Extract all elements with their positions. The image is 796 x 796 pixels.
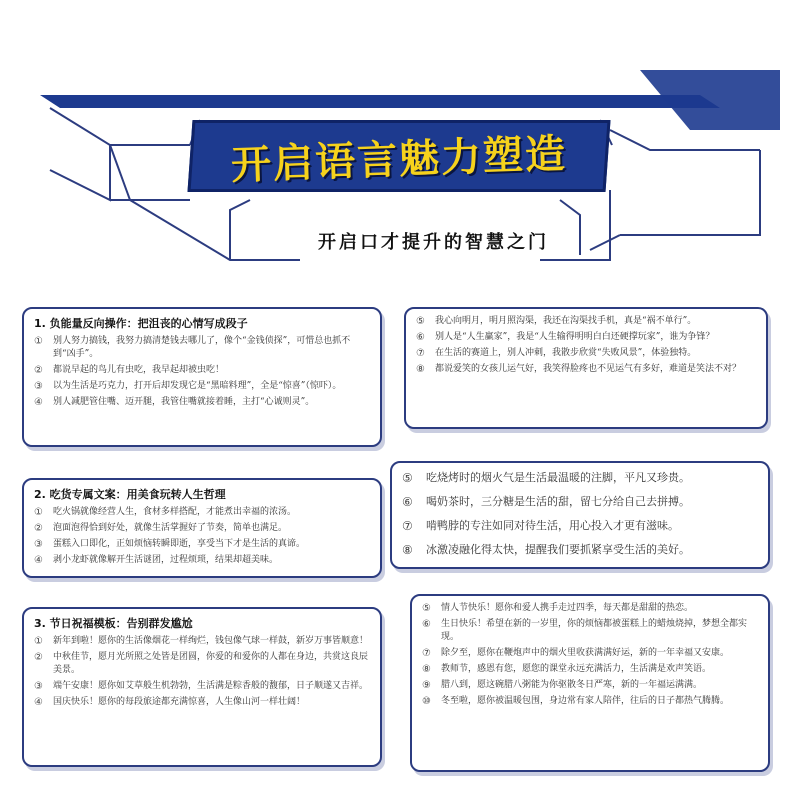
title-banner	[187, 120, 610, 192]
item-number: ⑥	[416, 332, 425, 343]
list-item	[34, 651, 370, 677]
item-number: ⑤	[422, 603, 431, 614]
item-text: 在生活的赛道上，别人冲刺，我散步欣赏“失败风景”，体验独特。	[435, 348, 697, 358]
item-text: 冰激凌融化得太快，提醒我们要抓紧享受生活的美好。	[426, 543, 690, 556]
item-number: ⑦	[422, 648, 431, 659]
item-text: 都说早起的鸟儿有虫吃，我早起却被虫吃！	[53, 365, 225, 375]
item-number: ⑦	[402, 519, 413, 533]
list-item	[34, 380, 370, 393]
item-text: 别人努力搞钱，我努力搞清楚钱去哪儿了，像个“金钱侦探”，可惜总也抓不到“凶手”。	[53, 336, 351, 359]
item-text: 喝奶茶时，三分糖是生活的甜，留七分给自己去拼搏。	[426, 495, 690, 508]
list-item	[422, 663, 758, 676]
card-holiday-part2	[410, 594, 770, 772]
list-item	[416, 331, 756, 344]
item-number: ⑩	[422, 696, 431, 707]
card-holiday-part1	[22, 607, 382, 767]
item-text: 情人节快乐！愿你和爱人携手走过四季，每天都是甜甜的热恋。	[441, 603, 694, 613]
banner	[0, 0, 796, 300]
item-text: 吃烧烤时的烟火气是生活最温暖的注脚，平凡又珍贵。	[426, 471, 690, 484]
item-text: 除夕至，愿你在鞭炮声中的烟火里收获满满好运，新的一年幸福又安康。	[441, 648, 730, 658]
page-title: 开启语言魅力塑造	[230, 130, 568, 189]
list-item	[422, 618, 758, 644]
card-foodie-part1	[22, 478, 382, 578]
list-item	[34, 506, 370, 519]
item-number: ①	[34, 336, 43, 347]
item-number: ②	[34, 652, 43, 663]
list-item	[422, 679, 758, 692]
list-item	[34, 696, 370, 709]
item-text: 我心向明月，明月照沟渠，我还在沟渠找手机，真是“祸不单行”。	[435, 316, 697, 326]
list-item	[422, 695, 758, 708]
list-item	[416, 315, 756, 328]
list-item	[34, 396, 370, 409]
item-number: ⑧	[416, 364, 425, 375]
item-text: 冬至啦，愿你被温暖包围，身边常有家人陪伴，往后的日子都热气腾腾。	[441, 696, 730, 706]
section-header: 3. 节日祝福模板：告别群发尴尬	[34, 617, 193, 630]
list-item	[402, 541, 758, 559]
section-header: 2. 吃货专属文案：用美食玩转人生哲理	[34, 488, 226, 501]
page-subtitle: 开启口才提升的智慧之门	[318, 232, 549, 253]
section-header: 1. 负能量反向操作：把沮丧的心情写成段子	[34, 317, 248, 330]
list-item	[422, 647, 758, 660]
item-number: ⑦	[416, 348, 425, 359]
item-number: ⑤	[402, 471, 413, 485]
list-item	[34, 554, 370, 567]
list-item	[34, 364, 370, 377]
item-text: 啃鸭脖的专注如同对待生活，用心投入才更有滋味。	[426, 519, 679, 532]
item-number: ②	[34, 365, 43, 376]
item-number: ③	[34, 681, 43, 692]
item-text: 教师节，感恩有您，愿您的课堂永远充满活力，生活满是欢声笑语。	[441, 664, 712, 674]
item-text: 以为生活是巧克力，打开后却发现它是“黑暗料理”，全是“惊喜”（惊吓）。	[53, 381, 342, 391]
item-text: 端午安康！愿你如艾草般生机勃勃，生活满是粽香般的馥郁，日子顺遂又吉祥。	[53, 681, 369, 691]
item-text: 国庆快乐！愿你的每段旅途都充满惊喜，人生像山河一样壮阔！	[53, 697, 306, 707]
list-item	[34, 635, 370, 648]
item-text: 腊八到，愿这碗腊八粥能为你驱散冬日严寒，新的一年福运满满。	[441, 680, 703, 690]
item-number: ⑥	[402, 495, 413, 509]
item-number: ④	[34, 555, 43, 566]
item-number: ⑧	[402, 543, 413, 557]
list-item	[402, 469, 758, 487]
item-number: ④	[34, 697, 43, 708]
item-number: ②	[34, 523, 43, 534]
item-text: 新年到啦！愿你的生活像烟花一样绚烂，钱包像气球一样鼓，新岁万事皆顺意！	[53, 636, 369, 646]
item-text: 生日快乐！希望在新的一岁里，你的烦恼都被蛋糕上的蜡烛烧掉，梦想全都实现。	[441, 619, 748, 642]
item-text: 别人是“人生赢家”，我是“人生输得明明白白还硬撑玩家”，谁为争锋？	[435, 332, 715, 342]
item-text: 剥小龙虾就像解开生活谜团，过程烦琐，结果却超美味。	[53, 555, 279, 565]
item-number: ⑨	[422, 680, 431, 691]
item-text: 泡面泡得恰到好处，就像生活掌握好了节奏，简单也满足。	[53, 523, 288, 533]
item-number: ①	[34, 507, 43, 518]
item-text: 都说爱笑的女孩儿运气好，我笑得脸疼也不见运气有多好，难道是笑法不对？	[435, 364, 742, 374]
item-number: ③	[34, 381, 43, 392]
item-number: ①	[34, 636, 43, 647]
card-negative-energy-part2	[404, 307, 768, 429]
item-text: 中秋佳节，愿月光所照之处皆是团圆，你爱的和爱你的人都在身边，共赏这良辰美景。	[53, 652, 369, 675]
item-number: ⑤	[416, 316, 425, 327]
list-item	[402, 517, 758, 535]
item-text: 蛋糕入口即化，正如烦恼转瞬即逝，享受当下才是生活的真谛。	[53, 539, 306, 549]
item-number: ④	[34, 397, 43, 408]
list-item	[416, 363, 756, 376]
list-item	[34, 335, 370, 361]
item-text: 别人减肥管住嘴、迈开腿，我管住嘴就接着睡，主打“心诚则灵”。	[53, 397, 315, 407]
list-item	[34, 522, 370, 535]
list-item	[422, 602, 758, 615]
list-item	[34, 680, 370, 693]
card-negative-energy-part1	[22, 307, 382, 447]
list-item	[402, 493, 758, 511]
item-number: ⑥	[422, 619, 431, 630]
list-item	[416, 347, 756, 360]
item-number: ⑧	[422, 664, 431, 675]
item-number: ③	[34, 539, 43, 550]
list-item	[34, 538, 370, 551]
card-foodie-part2	[390, 461, 770, 569]
item-text: 吃火锅就像经营人生，食材多样搭配，才能煮出幸福的浓汤。	[53, 507, 297, 517]
